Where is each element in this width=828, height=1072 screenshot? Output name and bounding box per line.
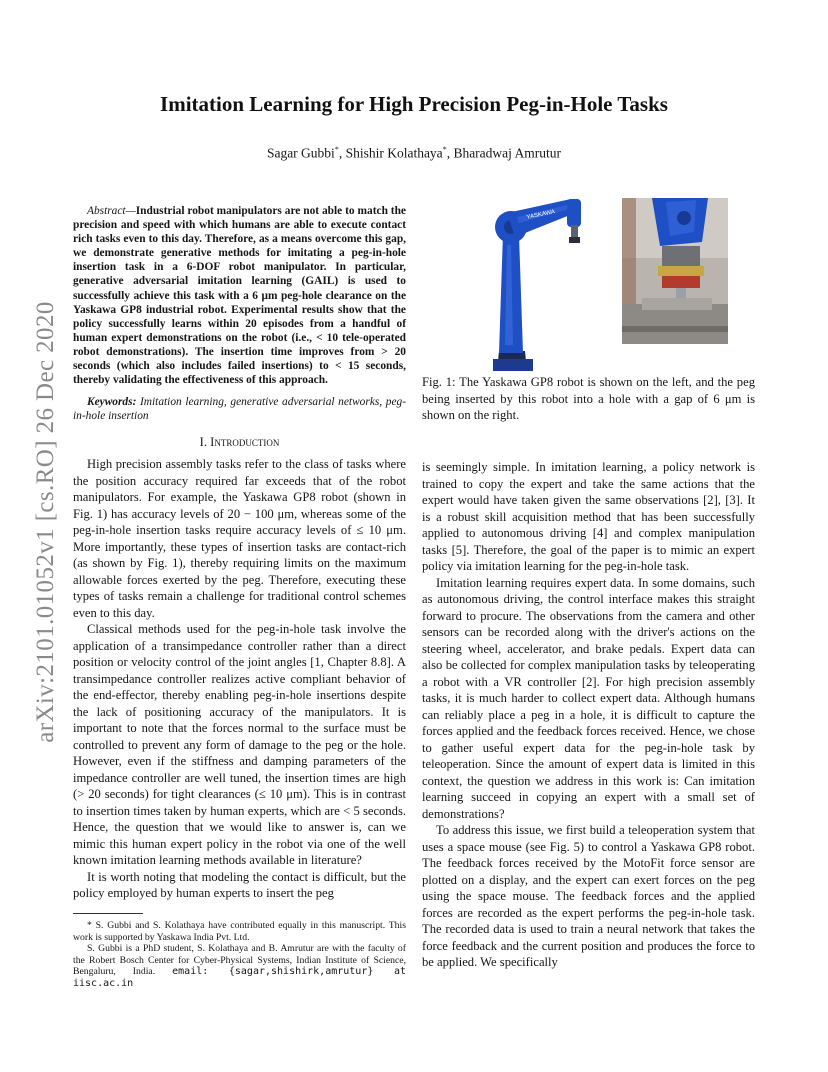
footnote: * S. Gubbi and S. Kolathaya have contributed equally in this manuscript. This work is supported by Yaskawa India Pvt. Ltd.: [73, 920, 406, 943]
author-name: Sagar Gubbi: [266, 145, 335, 161]
body-paragraph: To address this issue, we first build a teleoperation system that uses a space mouse (see Fig. 5) to control a Yaskawa GP8 robot. The feedback forces received by the MotoFit force sensor are plotted on a display, and the expert can exert forces on the peg using the space mouse. The feedback forces and the applied forces are recorded as the expert performs the peg-in-hole task. The recorded data is used to train a neural network that takes the force feedback and the current position and produces the force to be applied. We specifically: [422, 823, 755, 969]
introduction-left-column: [73, 456, 406, 902]
author-name: Shishir Kolathaya: [345, 145, 443, 161]
keywords-text: Imitation learning, generative adversarial networks, peg-in-hole insertion: [73, 396, 406, 423]
paper-title: Imitation Learning for High Precision Peg-in-Hole Tasks: [160, 92, 668, 116]
author-list: Sagar Gubbi*, Shishir Kolathaya*, Bharadwaj Amrutur: [266, 145, 562, 161]
caption-text: The Yaskawa GP8 robot is shown on the left, and the peg being inserted by this robot into a hole with a gap of 6 μm is shown on the right.: [422, 375, 755, 422]
section-heading: [73, 435, 406, 450]
caption-label: Fig. 1:: [422, 375, 456, 389]
robot-photo: [483, 195, 603, 371]
equal-contribution-mark: *: [334, 145, 339, 154]
body-paragraph: High precision assembly tasks refer to the class of tasks where the position accuracy required far exceeds that of the robot manipulators. For example, the Yaskawa GP8 robot (shown in Fig. 1) has accuracy levels of 20 − 100 μm, whereas some of the peg-in-hole insertion tasks require accuracy levels of ≤ 10 μm. More importantly, these types of insertion tasks are contact-rich (as shown by Fig. 1), thereby requiring limits on the maximum allowable forces exerted by the peg. Therefore, executing these types of tasks remain a challenge for traditional control schemes even to this day.: [73, 457, 406, 620]
introduction-right-column: [422, 459, 755, 971]
footnotes: [73, 920, 406, 990]
abstract-heading: Abstract—: [87, 205, 136, 217]
abstract: [73, 204, 406, 387]
abstract-text: Industrial robot manipulators are not able to match the precision and speed with which humans are able to execute contact rich tasks even to this day. Therefore, as a means overcome this gap, we demonstrate generative methods for imitating a peg-in-hole insertion task in a 6-DOF robot manipulator. In particular, generative adversarial imitation learning (GAIL) is used to successfully achieve this task with a 6 μm peg-hole clearance on the Yaskawa GP8 industrial robot. Experimental results show that the policy successfully learns within 20 episodes from a handful of human expert demonstrations on the robot (i.e., < 10 tele-operated robot demonstrations). The insertion time improves from > 20 seconds (which also includes failed insertions) to < 15 seconds, thereby validating the effectiveness of this approach.: [73, 205, 406, 387]
email-text: email: {sagar,shishirk,amrutur} at iisc.ac.in: [73, 966, 407, 989]
section-number: I.: [199, 435, 207, 449]
body-paragraph: It is worth noting that modeling the contact is difficult, but the policy employed by human experts to insert the peg: [73, 869, 406, 900]
keywords: [73, 395, 406, 423]
author-name: Bharadwaj Amrutur: [453, 145, 562, 161]
equal-contribution-mark: *: [442, 145, 447, 154]
body-paragraph: Imitation learning requires expert data. In some domains, such as autonomous driving, the control interface makes this straight forward to procure. The observations from the camera and other sensors can be recorded along with the driver's actions on the steering wheel, accelerator, and brake pedals. Expert data can also be collected for complex manipulation tasks by teleoperating a robot with a VR controller [2]. For high precision assembly tasks, it is much harder to collect expert data. Although humans can reliably place a peg in a hole, it is difficult to capture the forces applied and the feedback forces received. Hence, we chose to gather useful expert data for the peg-in-hole task by teleoperation. Since the amount of expert data is limited in this context, the question we address in this work is: Can imitation learning succeed in copying an expert with a small set of demonstrations?: [422, 575, 755, 821]
affiliation-text: S. Gubbi is a PhD student, S. Kolathaya and B. Amrutur are with the faculty of the Robert Bosch Center for Cyber-Physical Systems, Indian Institute of Science, Bengaluru, India.: [73, 943, 406, 978]
footnote: [73, 943, 406, 989]
peg-insertion-photo: [622, 198, 728, 344]
section-title: Introduction: [210, 435, 280, 449]
footnote-divider: [73, 913, 143, 914]
figure-caption: [422, 374, 755, 424]
robot-brand-text: YASKAWA: [526, 209, 556, 221]
body-paragraph: Classical methods used for the peg-in-hole task involve the application of a transimpedance controller rather than a direct position or velocity control of the joint angles [1, Chapter 8.8]. A transimpedance controller realizes active compliant behavior of the end-effector, thereby enabling peg-in-hole insertions despite the lack of positioning accuracy of the manipulators. It is important to note that the forces normal to the surface must be controlled to prevent any form of damage to the peg or the hole. However, even if the stiffness and damping parameters of the impedance controller are well tuned, the insertion times are high (> 20 seconds) for tight clearances (≤ 10 μm). This is in contrast to insertion times taken by human experts, which are < 5 seconds. Hence, the question that we would like to answer is, can we mimic this human expert policy in the robot via one of the well known imitation learning methods available in literature?: [73, 622, 406, 867]
keywords-heading: Keywords:: [87, 396, 137, 408]
body-paragraph: is seemingly simple. In imitation learning, a policy network is trained to copy the expert and take the same actions that the expert would have taken given the same observations [2], [3]. It is a robust skill acquisition method that has been successfully applied to autonomous driving [4] and complex manipulation tasks [5]. Therefore, the goal of the paper is to mimic an expert policy via imitation learning for the peg-in-hole task.: [422, 460, 755, 573]
arxiv-identifier-stamp: arXiv:2101.01052v1 [cs.RO] 26 Dec 2020: [32, 301, 59, 743]
